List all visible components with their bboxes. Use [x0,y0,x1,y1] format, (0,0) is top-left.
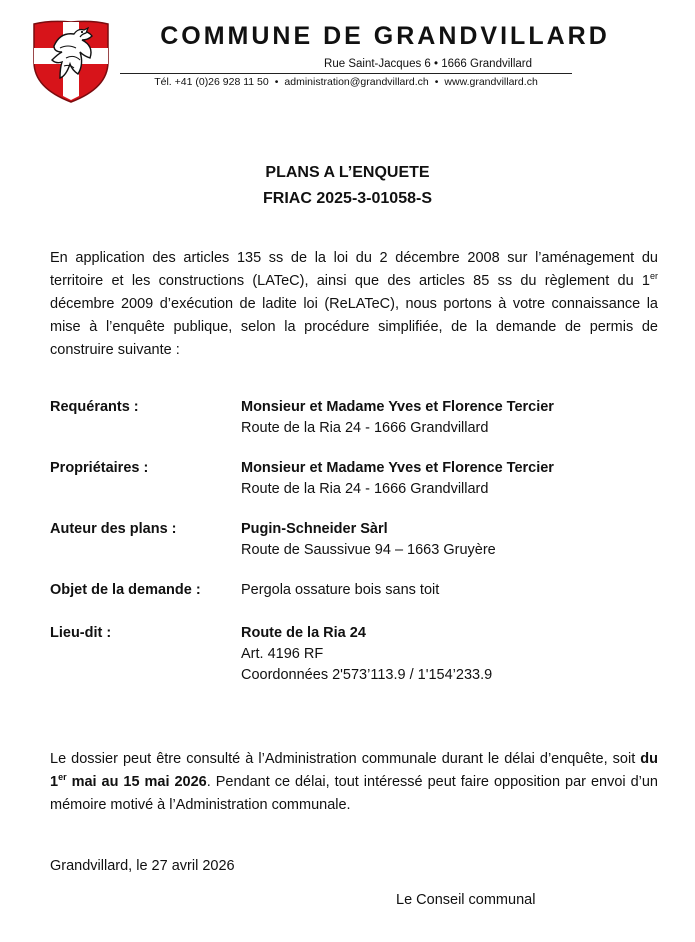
detail-label: Requérants : [50,399,139,415]
detail-line: Pugin-Schneider Sàrl [241,521,388,537]
detail-line: Coordonnées 2'573’113.9 / 1'154’233.9 [241,667,493,683]
detail-value [241,458,554,500]
header-divider [120,73,572,74]
website-link[interactable]: www.grandvillard.ch [444,76,538,88]
detail-value [241,580,439,601]
detail-label: Propriétaires : [50,460,149,476]
detail-label: Lieu-dit : [50,625,112,641]
detail-line: Route de la Ria 24 - 1666 Grandvillard [241,481,489,497]
title-line: PLANS A L’ENQUETE [265,164,430,181]
phone-number: Tél. +41 (0)26 928 11 50 [154,76,269,88]
separator-dot: • [434,76,439,88]
detail-label: Auteur des plans : [50,521,177,537]
detail-line: Art. 4196 RF [241,646,324,662]
detail-line: Monsieur et Madame Yves et Florence Tercier [241,460,554,476]
period-end: mai au 15 mai 2026 [66,774,207,790]
detail-row-requerants [50,397,660,439]
detail-value [241,623,492,686]
detail-line: Route de Saussivue 94 – 1663 Gruyère [241,542,496,558]
detail-row-objet [50,580,660,601]
detail-row-auteur [50,519,660,561]
closing-paragraph [50,748,658,817]
detail-row-proprietaires [50,458,660,500]
commune-crest-icon [30,18,112,104]
detail-value [241,397,554,439]
request-details [50,397,660,705]
contact-line [120,76,572,88]
document-title [0,160,695,212]
email-link[interactable]: administration@grandvillard.ch [284,76,429,88]
detail-line: Route de la Ria 24 - 1666 Grandvillard [241,420,489,436]
intro-paragraph [50,247,658,362]
detail-row-lieu-dit [50,623,660,686]
separator-dot: • [274,76,279,88]
detail-line: Route de la Ria 24 [241,625,366,641]
closing-text: Le dossier peut être consulté à l’Administration communale durant le délai d’enquête, soit [50,751,641,767]
period-start: du 1 [50,751,658,790]
detail-label: Objet de la demande : [50,582,201,598]
commune-name: COMMUNE DE GRANDVILLARD [160,22,610,50]
detail-line: Monsieur et Madame Yves et Florence Tercier [241,399,554,415]
superscript: er [58,772,67,783]
reference-number: FRIAC 2025-3-01058-S [263,190,432,207]
detail-value [241,519,496,561]
superscript: er [649,271,658,282]
detail-line: Pergola ossature bois sans toit [241,582,440,598]
place-and-date: Grandvillard, le 27 avril 2026 [50,858,235,874]
commune-address: Rue Saint-Jacques 6 • 1666 Grandvillard [324,58,532,70]
intro-text: En application des articles 135 ss de la loi du 2 décembre 2008 sur l’aménagement du territoire et les constructions (LATeC), ainsi que des articles 85 ss du règlement du 1 [50,250,658,289]
closing-text: . Pendant ce délai, tout intéressé peut faire opposition par envoi d’un mémoire motivé à l’Administration communale. [50,774,658,813]
intro-text: décembre 2009 d’exécution de ladite loi (ReLATeC), nous portons à votre connaissance la mise à l’enquête publique, selon la procédure simplifiée, de la demande de permis de construire suivante : [50,296,658,358]
signature: Le Conseil communal [396,892,536,908]
